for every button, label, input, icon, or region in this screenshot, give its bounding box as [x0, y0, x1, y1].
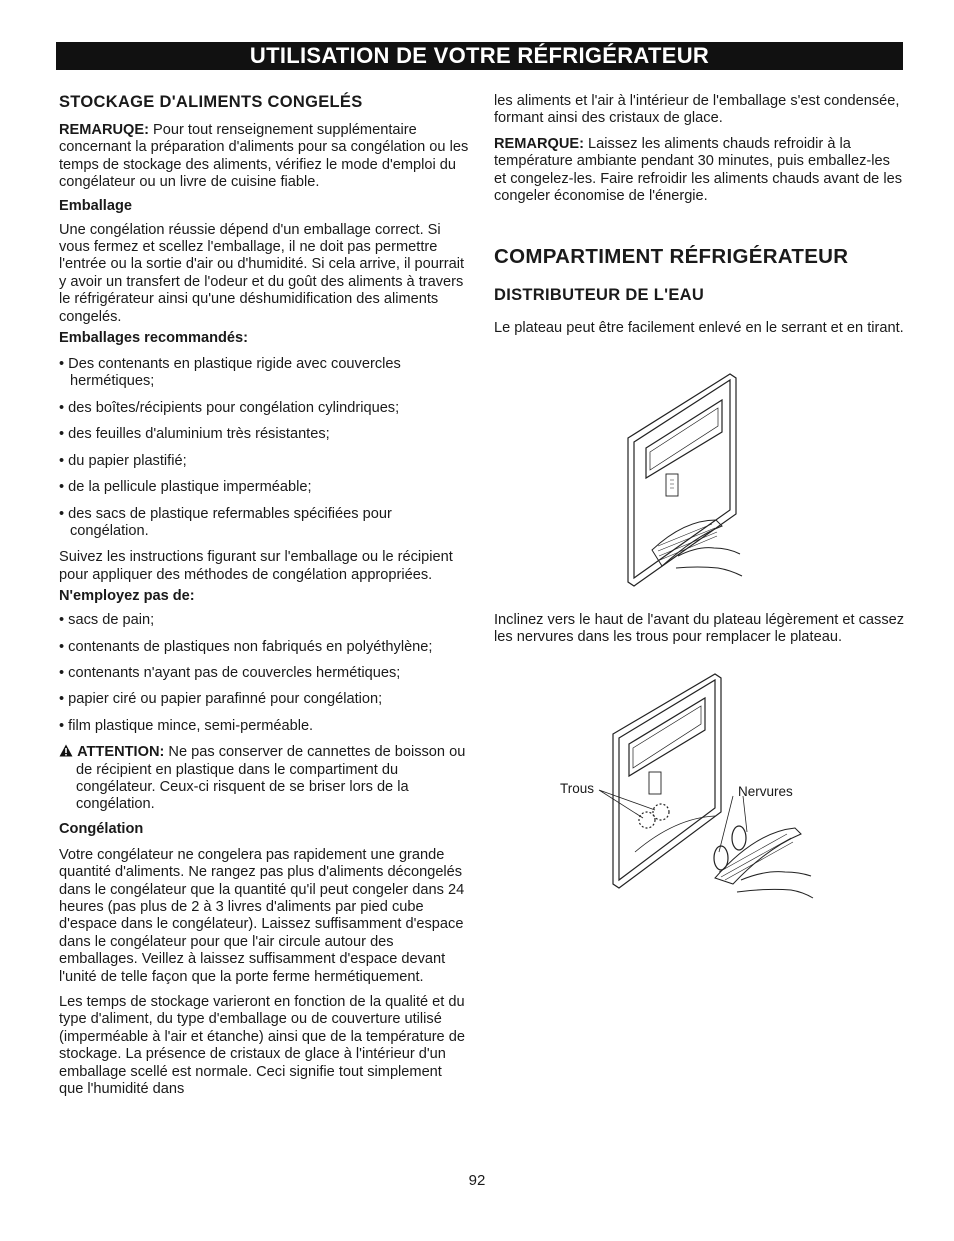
- section-title-refrigerator: COMPARTIMENT RÉFRIGÉRATEUR: [494, 245, 849, 269]
- subsection-title-water-dispenser: DISTRIBUTEUR DE L'EAU: [494, 286, 705, 305]
- rib-marker: [732, 826, 746, 850]
- attention-label: ATTENTION:: [77, 744, 165, 761]
- list-item: • des sacs de plastique refermables spécifiées pour congélation.: [59, 506, 469, 541]
- label-ribs: Nervures: [738, 784, 793, 799]
- freezing-paragraph-2: Les temps de stockage varieront en fonction de la qualité et du type d'aliment, du type d'emballage ou de couverture utilisé (imperméable à l'air et étanche) ainsi que de la température de stockage. La présence de cristaux de glace à l'intérieur d'un emballage scellé est normale. Ceci signifie tout simplement que l'humidité dans: [59, 994, 465, 1098]
- tray-removal-paragraph: Le plateau peut être facilement enlevé en le serrant et en tirant.: [494, 320, 904, 337]
- freezing-heading: Congélation: [59, 820, 144, 837]
- page-number: 92: [468, 1172, 486, 1189]
- dont-use-list: [59, 612, 469, 735]
- section-title-frozen-storage: STOCKAGE D'ALIMENTS CONGELÉS: [59, 93, 363, 111]
- dispenser-display: [646, 400, 722, 478]
- remark-text: Laissez les aliments chauds refroidir à la température ambiante pendant 30 minutes, puis emballez-les et congelez-les. Faire refroidir les aliments chauds avant de les congeler économise de l'énergie.: [494, 135, 903, 205]
- tray-removal-illustration: [618, 370, 748, 620]
- dont-use-heading: N'employez pas de:: [59, 588, 195, 605]
- packaging-paragraph: Une congélation réussie dépend d'un emballage correct. Si vous fermez et scellez l'emballage, il ne doit pas permettre l'entrée ou la sortie d'air ou d'humidité. Si cela arrive, il pourrait y avoir un transfert de l'odeur et du goût des aliments à travers le réfrigérateur ainsi qu'une déshumidification des aliments congelés.: [59, 221, 465, 325]
- hole-marker: [653, 804, 669, 820]
- attention-paragraph: [59, 744, 469, 814]
- packaging-heading: Emballage: [59, 197, 132, 214]
- attention-text: Ne pas conserver de cannettes de boisson ou de récipient en plastique dans le compartiment du congélateur. Ceux-ci risquent de se briser lors de la congélation.: [76, 744, 466, 813]
- list-item: • de la pellicule plastique imperméable;: [59, 479, 469, 496]
- list-item: • contenants n'ayant pas de couvercles hermétiques;: [59, 665, 469, 682]
- dispenser-lever: [666, 474, 678, 496]
- list-item: • film plastique mince, semi-perméable.: [59, 718, 469, 735]
- remark-label: REMARUQE:: [59, 122, 149, 138]
- dispenser-lever: [649, 772, 661, 794]
- tray-replace-paragraph: Inclinez vers le haut de l'avant du plateau légèrement et cassez les nervures dans les trous pour remplacer le plateau.: [494, 612, 905, 646]
- list-item: • des boîtes/récipients pour congélation cylindriques;: [59, 400, 469, 417]
- hand: [741, 872, 811, 880]
- list-item: • des feuilles d'aluminium très résistantes;: [59, 426, 469, 443]
- left-column: [59, 93, 469, 1098]
- right-column: [494, 93, 906, 338]
- remark-paragraph: [59, 122, 469, 192]
- remark-text: Pour tout renseignement supplémentaire concernant la préparation d'aliments pour sa congélation ou les temps de stockage des aliments, vérifiez le mode d'emploi du congélateur ou un livre de cuisine fiable.: [59, 122, 469, 191]
- holes-leader-line: [599, 790, 655, 818]
- list-item: • papier ciré ou papier parafinné pour congélation;: [59, 691, 469, 708]
- dispenser-recess: [619, 680, 715, 880]
- list-item: • sacs de pain;: [59, 612, 469, 629]
- list-item: • contenants de plastiques non fabriqués en polyéthylène;: [59, 639, 469, 656]
- remark-label: REMARQUE:: [494, 135, 584, 152]
- label-holes: Trous: [560, 781, 595, 796]
- page-header-banner: UTILISATION DE VOTRE RÉFRIGÉRATEUR: [56, 42, 903, 70]
- follow-instructions-paragraph: Suivez les instructions figurant sur l'emballage ou le récipient pour appliquer des méthodes de congélation appropriées.: [59, 549, 453, 583]
- continued-paragraph: les aliments et l'air à l'intérieur de l'emballage s'est condensée, formant ainsi des cristaux de glace.: [494, 93, 900, 127]
- freezing-paragraph-1: Votre congélateur ne congelera pas rapidement une grande quantité d'aliments. Ne rangez pas plus d'aliments décongelés dans le congélateur que la quantité qu'il peut congeler dans 24 heures (pas plus de 2 à 3 livres d'aliments par pied cube d'espace dans le congélateur). Laissez suffisamment d'espace dans le congélateur pour que l'air circule autour des emballages. Veillez à laissez suffisamment d'espace devant l'unité de telle façon que la porte ferme hermétiquement.: [59, 846, 465, 985]
- list-item: • du papier plastifié;: [59, 453, 469, 470]
- hole-marker: [639, 812, 655, 828]
- warning-icon: [59, 744, 73, 757]
- remark-paragraph-right: [494, 136, 906, 206]
- recommended-list: [59, 356, 469, 540]
- recommended-heading: Emballages recommandés:: [59, 330, 248, 347]
- list-item: • Des contenants en plastique rigide avec couvercles hermétiques;: [59, 356, 469, 391]
